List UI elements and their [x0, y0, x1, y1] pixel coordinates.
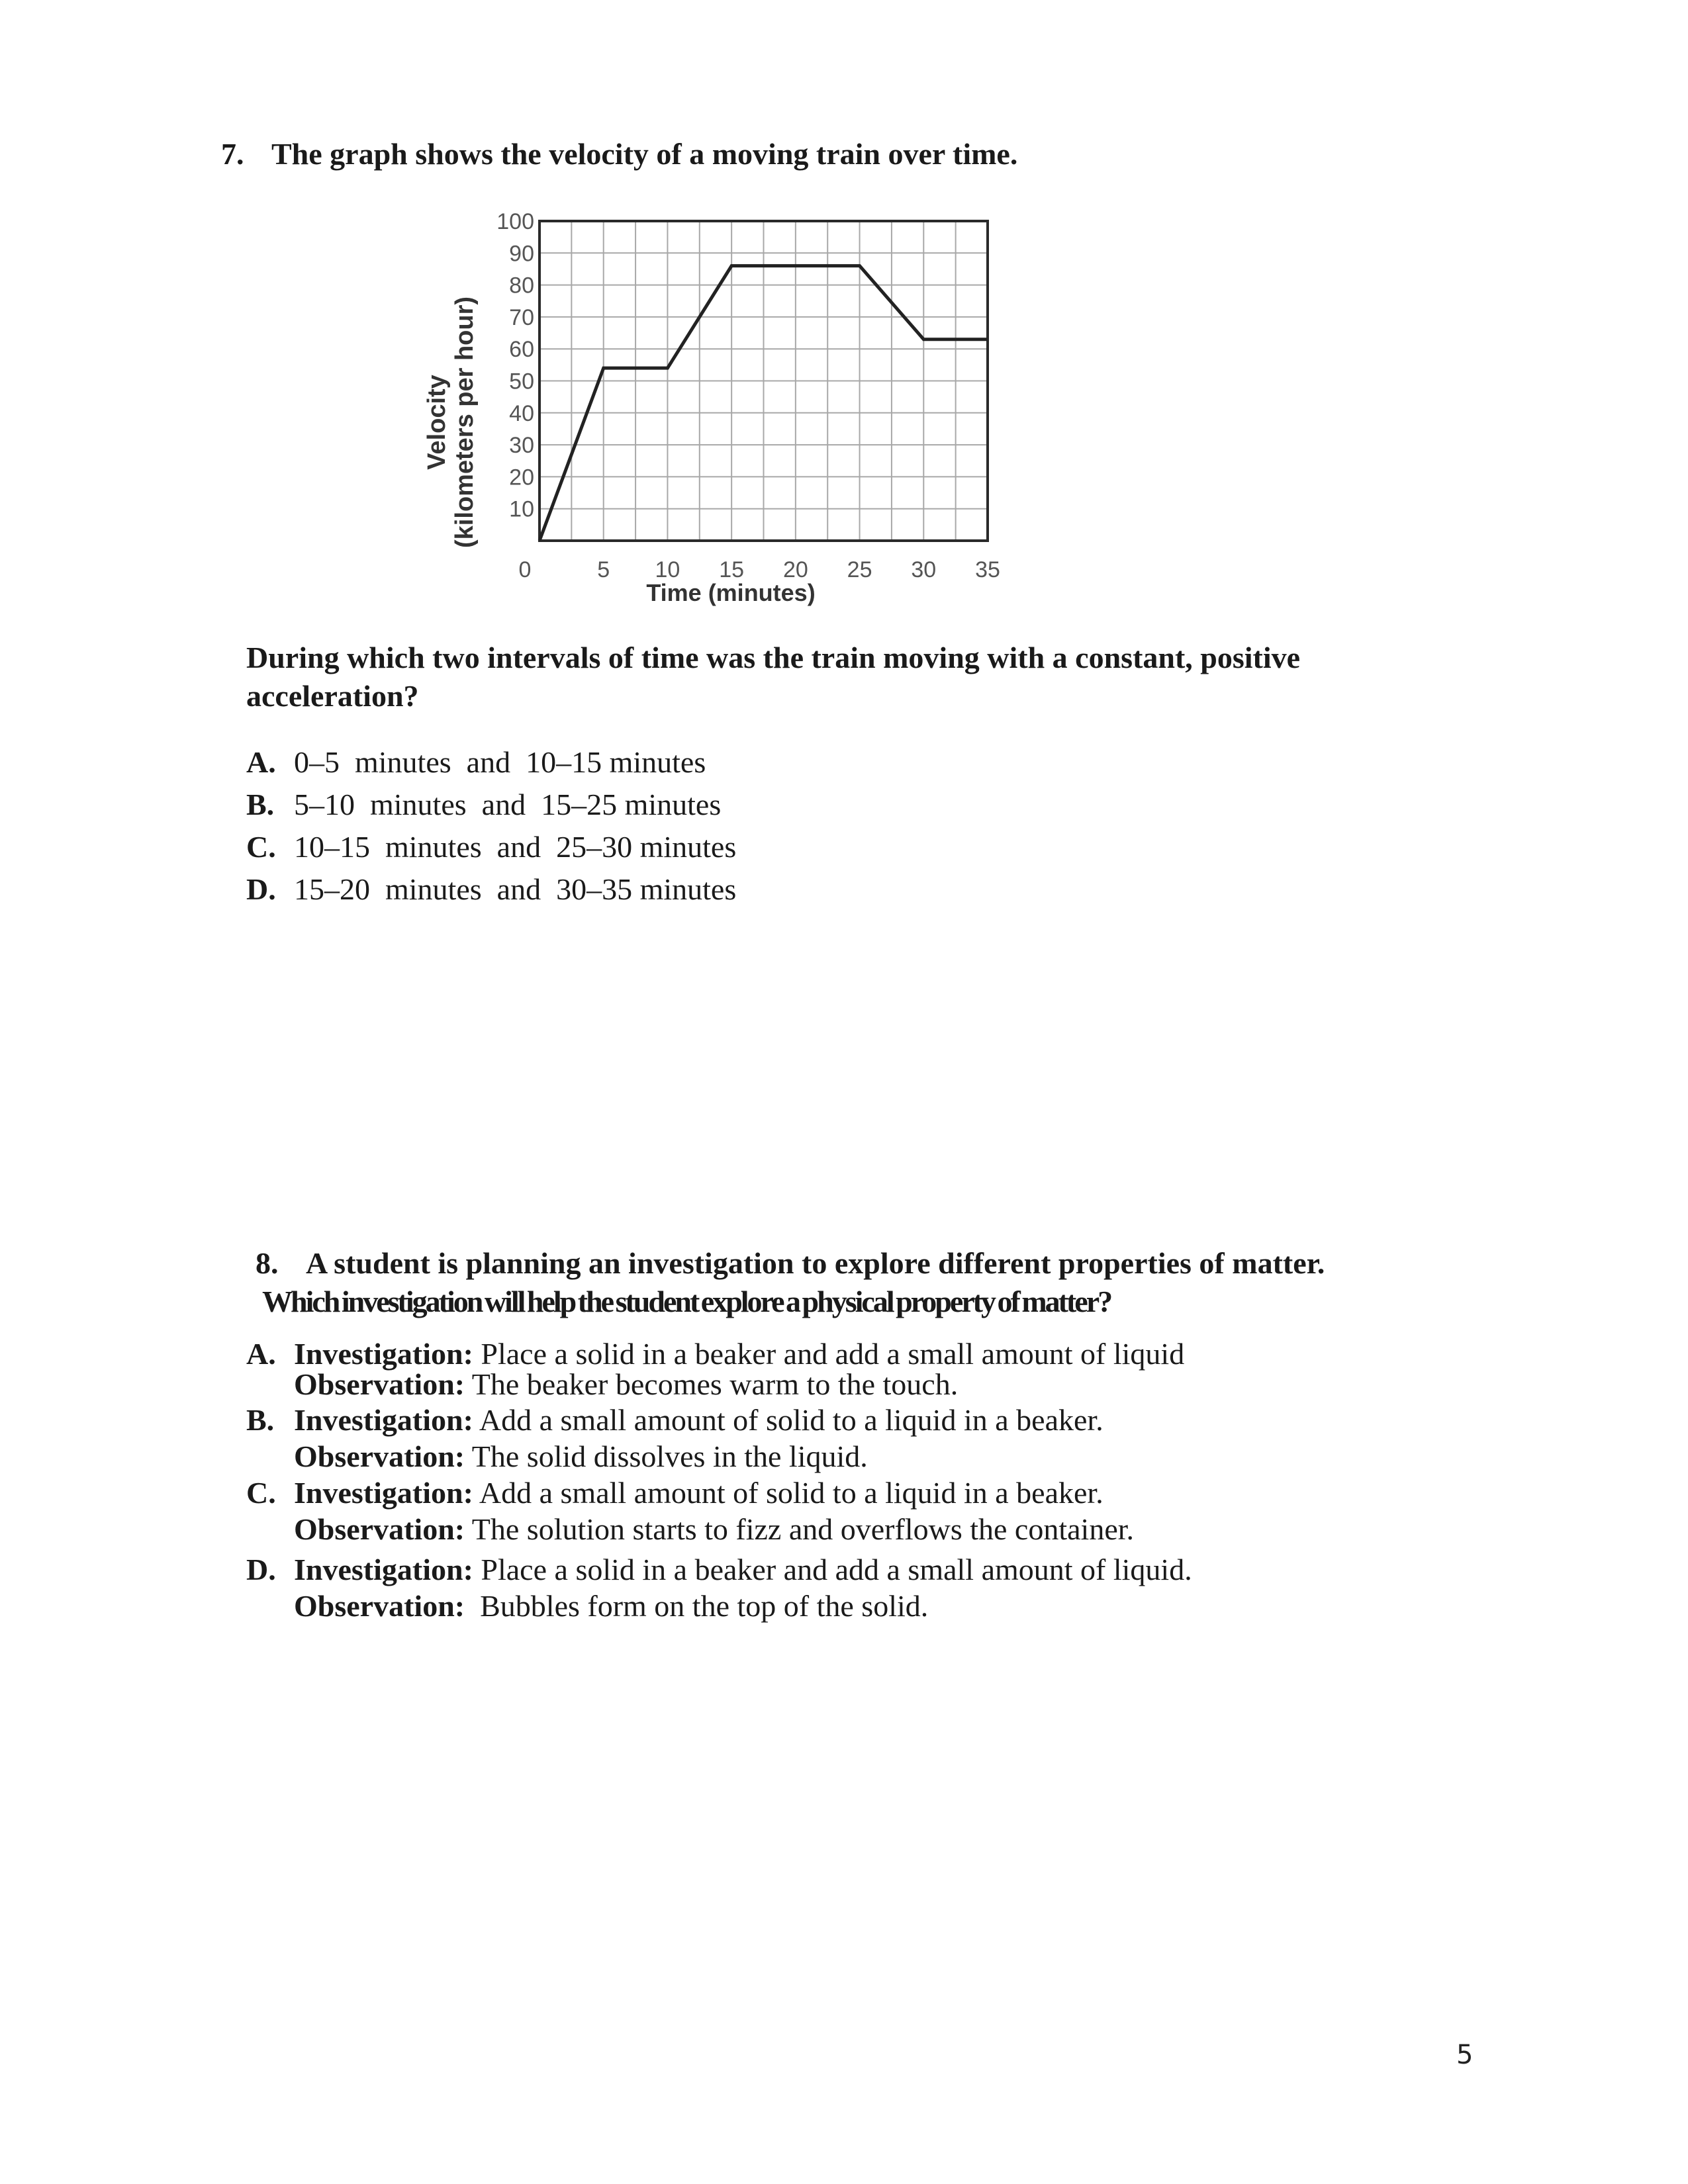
answer-option-d[interactable]	[246, 872, 736, 914]
option-letter: B.	[246, 1403, 275, 1437]
observation-label: Observation:	[294, 1367, 465, 1401]
answer-option-a[interactable]	[246, 1338, 1192, 1399]
question-number: 7.	[221, 137, 244, 171]
y-tick-label: 70	[509, 304, 534, 330]
observation-text: Bubbles form on the top of the solid.	[472, 1589, 929, 1623]
question-text: A student is planning an investigation to explore different properties of matter.	[306, 1246, 1325, 1280]
x-tick-label: 15	[719, 557, 745, 582]
investigation-label: Investigation:	[294, 1476, 473, 1510]
x-tick-label: 20	[782, 557, 808, 582]
answer-option-a[interactable]	[246, 745, 736, 787]
option-investigation	[246, 1475, 1192, 1512]
x-axis-label: Time (minutes)	[646, 579, 816, 606]
observation-text: The solid dissolves in the liquid.	[471, 1439, 868, 1473]
option-letter: D.	[246, 1553, 276, 1586]
investigation-label: Investigation:	[294, 1403, 473, 1437]
page-number: 5	[1456, 2040, 1474, 2070]
question-7-title	[221, 136, 1017, 171]
option-letter: D.	[246, 872, 276, 906]
y-axis-label-line1: Velocity	[423, 375, 451, 470]
stem-line: During which two intervals of time was the train moving with a constant, positive	[246, 641, 1301, 674]
answer-option-b[interactable]	[246, 1402, 1192, 1475]
question-text: The graph shows the velocity of a moving train over time.	[271, 137, 1018, 171]
question-7-stem	[246, 639, 1300, 715]
question-7-options	[246, 745, 736, 914]
y-tick-label: 100	[496, 209, 534, 234]
investigation-text: Place a solid in a beaker and add a small amount of liquid	[481, 1337, 1185, 1371]
observation-label: Observation:	[294, 1512, 465, 1546]
answer-option-b[interactable]	[246, 787, 736, 829]
y-tick-label: 20	[509, 465, 534, 490]
observation-text: The solution starts to fizz and overflows the container.	[471, 1512, 1135, 1546]
y-tick-label: 60	[509, 337, 534, 363]
option-observation	[246, 1588, 1192, 1624]
y-tick-label: 50	[509, 369, 534, 394]
velocity-time-chart	[397, 199, 1026, 622]
option-investigation	[246, 1402, 1192, 1439]
question-8-line1	[256, 1244, 1325, 1283]
x-tick-label: 10	[655, 557, 680, 582]
answer-option-d[interactable]	[246, 1551, 1192, 1624]
question-8-line2: Which investigation will help the student explore a physical property of matter?	[262, 1285, 1111, 1318]
chart-svg	[397, 199, 1026, 622]
x-tick-label: 30	[911, 557, 937, 582]
question-number: 8.	[256, 1246, 279, 1280]
option-investigation	[246, 1551, 1192, 1588]
observation-label: Observation:	[294, 1589, 465, 1623]
option-observation	[246, 1512, 1192, 1547]
stem-line: acceleration?	[246, 679, 419, 713]
investigation-text: Place a solid in a beaker and add a small amount of liquid.	[481, 1553, 1192, 1586]
option-letter: A.	[246, 745, 276, 779]
option-letter: A.	[246, 1337, 276, 1371]
x-tick-label: 0	[518, 557, 532, 582]
option-observation	[246, 1367, 1192, 1401]
option-letter: B.	[246, 788, 275, 821]
answer-option-c[interactable]	[246, 1475, 1192, 1547]
option-text: 15–20 minutes and 30–35 minutes	[294, 872, 737, 906]
chart-grid	[539, 221, 988, 541]
option-observation	[246, 1439, 1192, 1475]
option-text: 10–15 minutes and 25–30 minutes	[294, 830, 737, 864]
y-tick-label: 10	[509, 496, 534, 522]
option-text: 0–5 minutes and 10–15 minutes	[294, 745, 706, 779]
y-tick-label: 30	[509, 433, 534, 459]
investigation-text: Add a small amount of solid to a liquid in a beaker.	[479, 1403, 1103, 1437]
answer-option-c[interactable]	[246, 829, 736, 872]
investigation-label: Investigation:	[294, 1553, 473, 1586]
question-8-title	[256, 1244, 1325, 1321]
option-letter: C.	[246, 830, 276, 864]
x-tick-label: 5	[597, 557, 610, 582]
x-tick-label: 25	[847, 557, 872, 582]
investigation-text: Add a small amount of solid to a liquid in a beaker.	[479, 1476, 1103, 1510]
option-letter: C.	[246, 1476, 276, 1510]
y-tick-label: 80	[509, 273, 534, 298]
observation-label: Observation:	[294, 1439, 465, 1473]
option-text: 5–10 minutes and 15–25 minutes	[294, 788, 722, 821]
option-investigation	[246, 1338, 1192, 1370]
investigation-label: Investigation:	[294, 1337, 473, 1371]
y-axis-ticks	[496, 209, 534, 522]
question-8-options	[246, 1338, 1192, 1624]
y-axis-label-line2: (kilometers per hour)	[451, 296, 479, 549]
x-tick-label: 35	[975, 557, 1000, 582]
y-tick-label: 40	[509, 400, 534, 426]
y-tick-label: 90	[509, 241, 534, 267]
observation-text: The beaker becomes warm to the touch.	[471, 1367, 959, 1401]
